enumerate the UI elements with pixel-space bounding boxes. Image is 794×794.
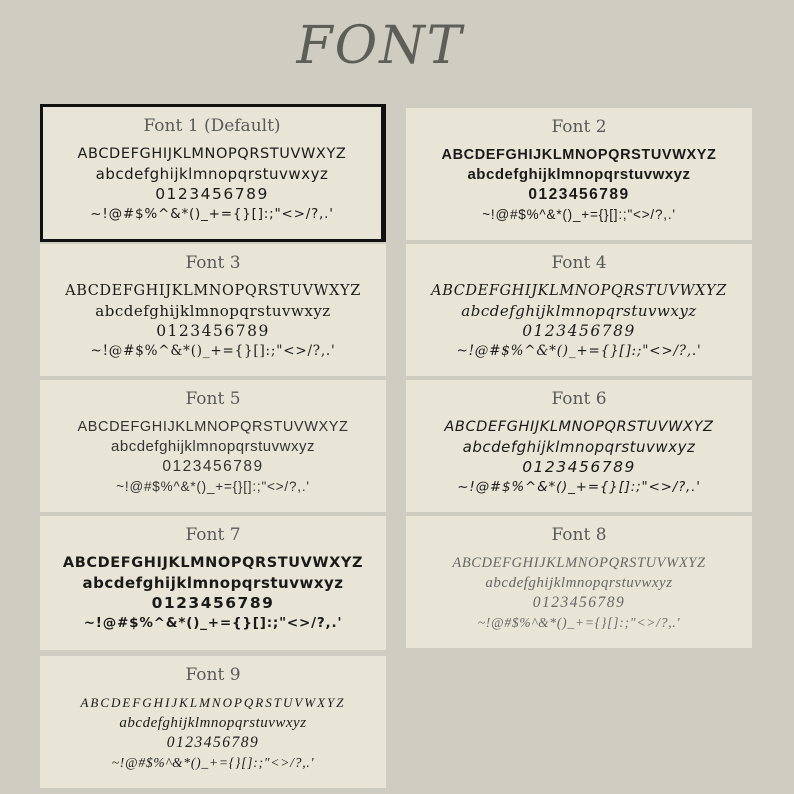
font-option-label: Font 5: [185, 389, 241, 409]
font-option-label: Font 3: [185, 253, 241, 273]
font-option-7[interactable]: [40, 516, 386, 650]
font-option-8[interactable]: [406, 516, 752, 648]
font-option-label: Font 1 (Default): [143, 116, 281, 136]
font-option-3[interactable]: [40, 244, 386, 376]
sample-digits: 0123456789: [522, 458, 636, 476]
sample-uppercase: ABCDEFGHIJKLMNOPQRSTUVWXYZ: [77, 146, 347, 162]
font-option-9[interactable]: [40, 656, 386, 788]
sample-symbols: ~!@#$%^&*()_+={}[]:;"<>/?,.': [456, 343, 702, 359]
sample-digits: 0123456789: [162, 458, 264, 475]
sample-symbols: ~!@#$%^&*()_+={}[]:;"<>/?,.': [90, 206, 334, 222]
sample-symbols: ~!@#$%^&*()_+={}[]:;"<>/?,.': [477, 615, 681, 630]
sample-lowercase: abcdefghijklmnopqrstuvwxyz: [119, 715, 307, 731]
sample-symbols: ~!@#$%^&*()_+={}[]:;"<>/?,.': [482, 207, 676, 222]
sample-lowercase: abcdefghijklmnopqrstuvwxyz: [485, 575, 673, 591]
sample-symbols: ~!@#$%^&*()_+={}[]:;"<>/?,.': [116, 479, 310, 494]
sample-digits: 0123456789: [156, 322, 270, 340]
sample-lowercase: abcdefghijklmnopqrstuvwxyz: [111, 438, 315, 455]
font-option-4[interactable]: [406, 244, 752, 376]
font-option-label: Font 9: [185, 665, 241, 685]
sample-uppercase: ABCDEFGHIJKLMNOPQRSTUVWXYZ: [65, 283, 361, 299]
sample-lowercase: abcdefghijklmnopqrstuvwxyz: [462, 438, 696, 456]
page-title: FONT: [296, 16, 464, 76]
sample-lowercase: abcdefghijklmnopqrstuvwxyz: [467, 166, 691, 183]
sample-lowercase: abcdefghijklmnopqrstuvwxyz: [95, 302, 331, 320]
sample-uppercase: ABCDEFGHIJKLMNOPQRSTUVWXYZ: [441, 147, 717, 163]
sample-uppercase: ABCDEFGHIJKLMNOPQRSTUVWXYZ: [431, 283, 727, 299]
sample-symbols: ~!@#$%^&*()_+={}[]:;"<>/?,.': [111, 755, 315, 770]
sample-uppercase: ABCDEFGHIJKLMNOPQRSTUVWXYZ: [62, 555, 364, 571]
sample-symbols: ~!@#$%^&*()_+={}[]:;"<>/?,.': [457, 479, 701, 495]
sample-uppercase: ABCDEFGHIJKLMNOPQRSTUVWXYZ: [444, 419, 714, 435]
font-option-label: Font 4: [551, 253, 607, 273]
font-option-label: Font 7: [185, 525, 241, 545]
sample-digits: 0123456789: [528, 186, 630, 203]
font-option-label: Font 8: [551, 525, 607, 545]
sample-uppercase: ABCDEFGHIJKLMNOPQRSTUVWXYZ: [452, 555, 706, 571]
font-option-1[interactable]: [40, 104, 386, 242]
sample-uppercase: ABCDEFGHIJKLMNOPQRSTUVWXYZ: [80, 695, 346, 710]
sample-digits: 0123456789: [155, 185, 269, 203]
sample-uppercase: ABCDEFGHIJKLMNOPQRSTUVWXYZ: [77, 419, 349, 435]
sample-symbols: ~!@#$%^&*()_+={}[]:;"<>/?,.': [83, 615, 343, 631]
font-option-label: Font 2: [551, 117, 607, 137]
sample-digits: 0123456789: [532, 594, 626, 611]
sample-lowercase: abcdefghijklmnopqrstuvwxyz: [95, 165, 329, 183]
font-option-5[interactable]: [40, 380, 386, 512]
sample-digits: 0123456789: [151, 594, 275, 612]
sample-digits: 0123456789: [522, 322, 636, 340]
font-option-6[interactable]: [406, 380, 752, 512]
sample-lowercase: abcdefghijklmnopqrstuvwxyz: [461, 302, 697, 320]
sample-symbols: ~!@#$%^&*()_+={}[]:;"<>/?,.': [90, 343, 336, 359]
font-option-label: Font 6: [551, 389, 607, 409]
sample-lowercase: abcdefghijklmnopqrstuvwxyz: [82, 574, 344, 592]
font-option-2[interactable]: [406, 108, 752, 240]
sample-digits: 0123456789: [166, 734, 260, 751]
